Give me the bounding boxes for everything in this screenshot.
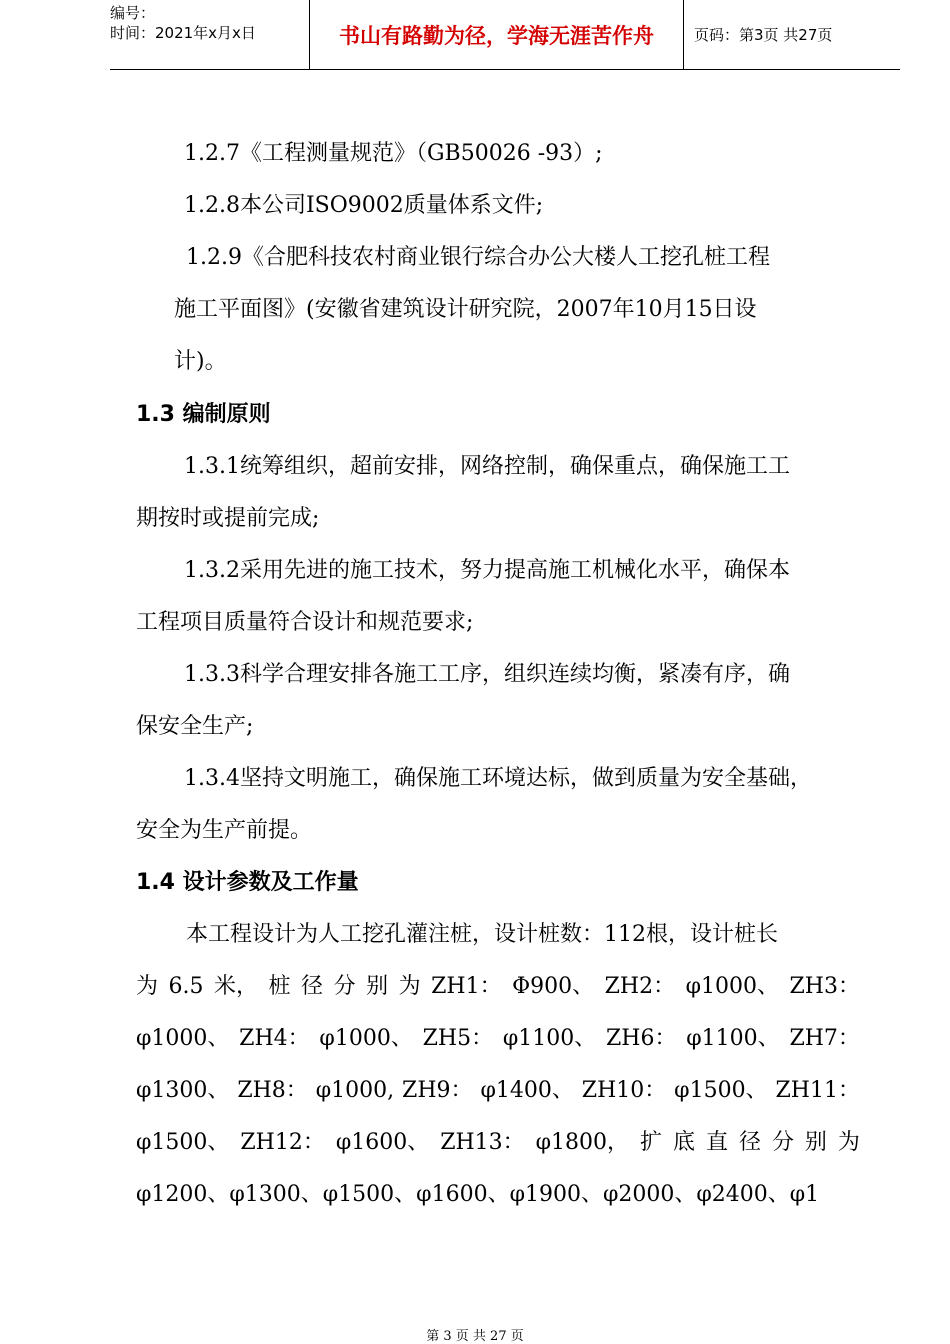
token: ZH5： <box>422 1026 494 1051</box>
token: ZH9： <box>402 1078 473 1103</box>
token: 为 <box>837 1130 860 1155</box>
para-line: 1.2.8本公司ISO9002质量体系文件; <box>184 193 544 218</box>
token: φ1000, <box>315 1078 395 1103</box>
section-heading-1-3: 1.3 编制原则 <box>136 402 271 427</box>
token: φ1300、 <box>136 1078 230 1103</box>
token: 径 <box>738 1130 761 1155</box>
token: ZH13： <box>440 1130 525 1155</box>
para-line: 1.2.7《工程测量规范》（GB50026 -93）; <box>184 141 603 166</box>
token: 扩 <box>640 1130 663 1155</box>
token: φ1800， <box>535 1130 630 1155</box>
token: φ1100、 <box>686 1026 780 1051</box>
token: 为 <box>398 974 421 999</box>
para-line: 施工平面图》(安徽省建筑设计研究院，2007年10月15日设 <box>174 297 757 322</box>
para-line: 1.2.9《合肥科技农村商业银行综合办公大楼人工挖孔桩工程 <box>186 245 770 270</box>
token: ZH4： <box>239 1026 310 1051</box>
justified-line <box>136 1128 860 1158</box>
para-line: 保安全生产; <box>136 714 254 739</box>
justified-line <box>136 972 860 1002</box>
token: ZH1： <box>431 974 502 999</box>
token: 6.5 <box>168 974 204 999</box>
justified-line <box>136 1024 860 1054</box>
token: 别 <box>366 974 389 999</box>
para-line: 期按时或提前完成; <box>136 506 320 531</box>
token: ZH12： <box>240 1130 325 1155</box>
token: 径 <box>301 974 324 999</box>
token: ZH10： <box>581 1078 667 1103</box>
section-heading-1-4: 1.4 设计参数及工作量 <box>136 870 359 895</box>
para-line: 工程项目质量符合设计和规范要求; <box>136 610 474 635</box>
token: ZH3： <box>789 974 860 999</box>
token: 桩 <box>268 974 291 999</box>
token: φ1600、 <box>335 1130 430 1155</box>
para-line: 计)。 <box>174 349 227 374</box>
token: φ1400、 <box>480 1078 574 1103</box>
token: 分 <box>333 974 356 999</box>
header-left-cell <box>110 0 310 69</box>
justified-line <box>136 1076 860 1106</box>
token: 为 <box>136 974 159 999</box>
token: φ1500、 <box>136 1130 230 1155</box>
token: 底 <box>672 1130 695 1155</box>
token: φ1000、 <box>685 974 780 999</box>
page-footer: 第 3 页 共 27 页 <box>426 1329 524 1344</box>
para-line: 安全为生产前提。 <box>136 818 313 843</box>
token: ZH6： <box>606 1026 677 1051</box>
token: Φ900、 <box>512 974 595 999</box>
token: φ1000、 <box>136 1026 230 1051</box>
para-line: 1.3.2采用先进的施工技术，努力提高施工机械化水平，确保本 <box>184 558 790 583</box>
para-line: φ1200、φ1300、φ1500、φ1600、φ1900、φ2000、φ2400、φ1 <box>136 1182 820 1207</box>
token: 分 <box>771 1130 794 1155</box>
token: ZH7： <box>789 1026 860 1051</box>
header-motto: 书山有路勤为径，学海无涯苦作舟 <box>310 0 684 69</box>
token: φ1500、 <box>674 1078 768 1103</box>
token: φ1100、 <box>502 1026 597 1051</box>
token: ZH2： <box>604 974 676 999</box>
token: 米， <box>214 974 259 999</box>
para-line: 本工程设计为人工挖孔灌注桩，设计桩数：112根，设计桩长 <box>186 922 778 947</box>
token: φ1000、 <box>319 1026 413 1051</box>
header-page-info: 页码：第3页 共27页 <box>694 26 833 44</box>
token: ZH8： <box>237 1078 308 1103</box>
para-line: 1.3.4坚持文明施工，确保施工环境达标，做到质量为安全基础， <box>184 766 812 791</box>
token: 直 <box>705 1130 728 1155</box>
time-label: 时间：2021年x月x日 <box>110 24 256 42</box>
page-header <box>110 0 900 70</box>
para-line: 1.3.3科学合理安排各施工工序，组织连续均衡，紧凑有序，确 <box>184 662 790 687</box>
number-label: 编号： <box>110 4 156 22</box>
token: ZH11： <box>775 1078 860 1103</box>
para-line: 1.3.1统筹组织，超前安排，网络控制，确保重点，确保施工工 <box>184 454 790 479</box>
token: 别 <box>804 1130 827 1155</box>
